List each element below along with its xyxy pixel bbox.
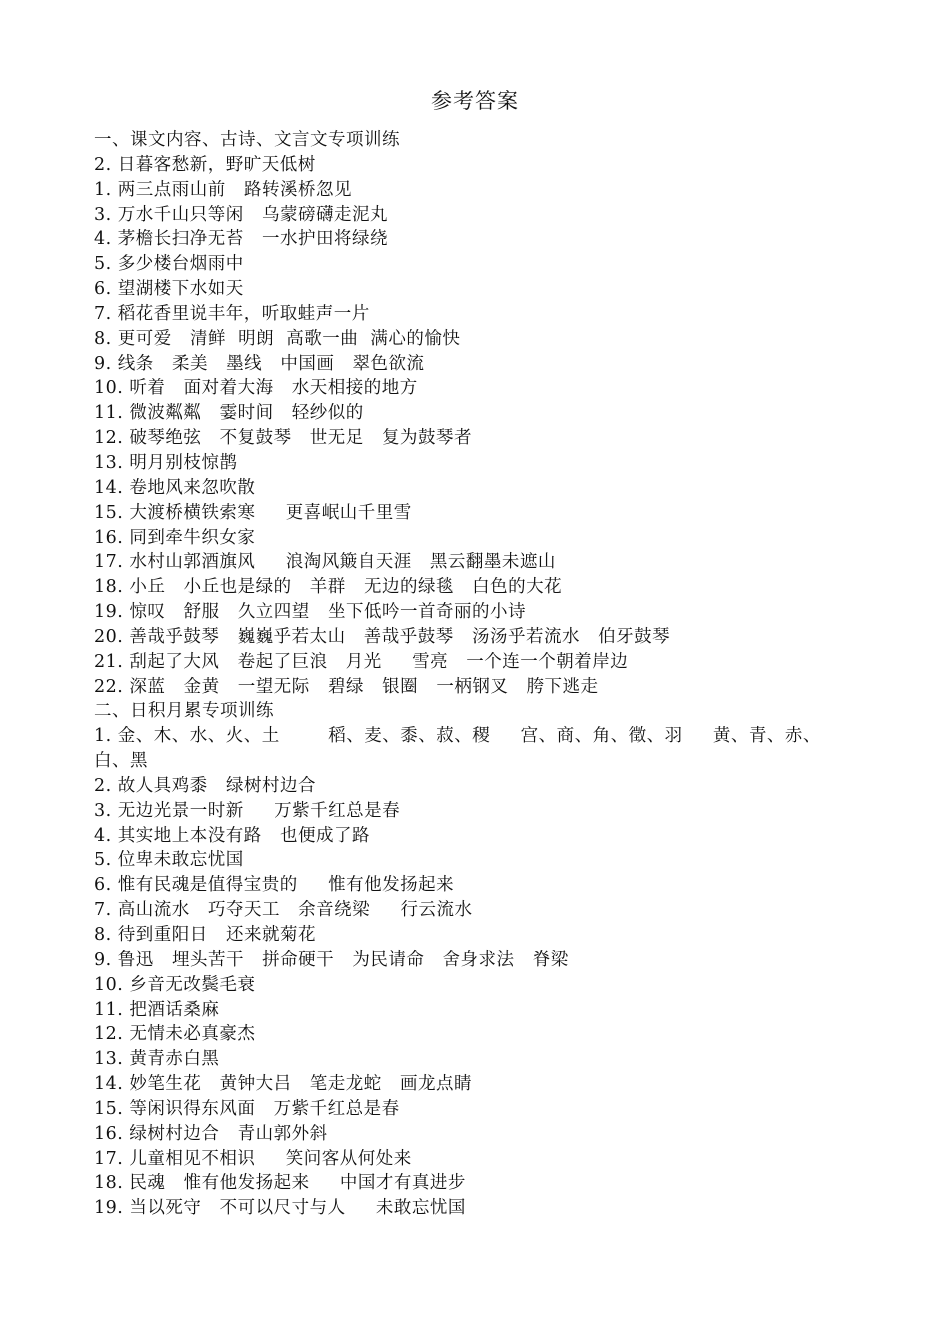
- section-heading-1: 一、课文内容、古诗、文言文专项训练: [94, 130, 400, 150]
- answer-line: 14. 卷地风来忽吹散: [94, 477, 256, 498]
- answer-line: 11. 微波粼粼 霎时间 轻纱似的: [94, 403, 364, 424]
- answer-line: 17. 儿童相见不相识 笑问客从何处来: [94, 1148, 412, 1169]
- answer-line-continuation: 白、黑: [94, 751, 148, 772]
- section-heading-2: 二、日积月累专项训练: [94, 701, 274, 722]
- answer-line: 2. 故人具鸡黍 绿树村边合: [94, 775, 316, 796]
- answer-line: 15. 等闲识得东风面 万紫千红总是春: [94, 1098, 400, 1119]
- answer-line: 17. 水村山郭酒旗风 浪淘风簸自天涯 黑云翻墨未遮山: [94, 552, 556, 573]
- answer-line: 15. 大渡桥横铁索寒 更喜岷山千里雪: [94, 502, 412, 523]
- answer-list: [94, 128, 864, 1221]
- answer-line: 5. 位卑未敢忘忧国: [94, 850, 244, 871]
- answer-line: 1. 金、木、水、火、土 稻、麦、黍、菽、稷 宫、商、角、徵、羽 黄、青、赤、: [94, 726, 821, 747]
- answer-line: 7. 稻花香里说丰年，听取蛙声一片: [94, 303, 370, 324]
- answer-line: 19. 惊叹 舒服 久立四望 坐下低吟一首奇丽的小诗: [94, 602, 526, 623]
- answer-line: 21. 刮起了大风 卷起了巨浪 月光 雪亮 一个连一个朝着岸边: [94, 651, 629, 672]
- answer-line: 10. 听着 面对着大海 水天相接的地方: [94, 378, 418, 399]
- answer-line: 16. 同到牵牛织女家: [94, 527, 256, 548]
- answer-line: 22. 深蓝 金黄 一望无际 碧绿 银圈 一柄钢叉 胯下逃走: [94, 676, 599, 697]
- answer-line: 11. 把酒话桑麻: [94, 999, 220, 1020]
- answer-line: 6. 惟有民魂是值得宝贵的 惟有他发扬起来: [94, 875, 455, 896]
- answer-line: 9. 鲁迅 埋头苦干 拼命硬干 为民请命 舍身求法 脊梁: [94, 949, 569, 970]
- answer-line: 4. 茅檐长扫净无苔 一水护田将绿绕: [94, 229, 388, 250]
- answer-line: 3. 无边光景一时新 万紫千红总是春: [94, 800, 401, 821]
- answer-line: 9. 线条 柔美 墨线 中国画 翠色欲流: [94, 353, 425, 374]
- answer-line: 12. 破琴绝弦 不复鼓琴 世无足 复为鼓琴者: [94, 428, 472, 449]
- answer-line: 8. 更可爱 清鲜 明朗 高歌一曲 满心的愉快: [94, 328, 461, 349]
- answer-line: 3. 万水千山只等闲 乌蒙磅礴走泥丸: [94, 204, 388, 225]
- answer-line: 18. 小丘 小丘也是绿的 羊群 无边的绿毯 白色的大花: [94, 577, 563, 598]
- answer-line: 18. 民魂 惟有他发扬起来 中国才有真进步: [94, 1173, 466, 1194]
- answer-line: 6. 望湖楼下水如天: [94, 279, 244, 300]
- answer-line: 14. 妙笔生花 黄钟大吕 笔走龙蛇 画龙点睛: [94, 1074, 472, 1095]
- answer-line: 2. 日暮客愁新，野旷天低树: [94, 154, 316, 175]
- answer-line: 12. 无情未必真豪杰: [94, 1024, 256, 1045]
- answer-line: 20. 善哉乎鼓琴 巍巍乎若太山 善哉乎鼓琴 汤汤乎若流水 伯牙鼓琴: [94, 626, 671, 647]
- document-title: 参考答案: [431, 89, 519, 113]
- answer-line: 13. 黄青赤白黑: [94, 1049, 220, 1070]
- answer-line: 5. 多少楼台烟雨中: [94, 254, 244, 275]
- answer-line: 7. 高山流水 巧夺天工 余音绕梁 行云流水: [94, 900, 473, 921]
- answer-line: 1. 两三点雨山前 路转溪桥忽见: [94, 179, 352, 200]
- answer-line: 19. 当以死守 不可以尺寸与人 未敢忘忧国: [94, 1198, 466, 1219]
- answer-line: 16. 绿树村边合 青山郭外斜: [94, 1123, 328, 1144]
- answer-line: 13. 明月别枝惊鹊: [94, 452, 238, 473]
- answer-line: 8. 待到重阳日 还来就菊花: [94, 925, 316, 945]
- answer-line: 4. 其实地上本没有路 也便成了路: [94, 825, 370, 846]
- answer-line: 10. 乡音无改鬓毛衰: [94, 974, 256, 995]
